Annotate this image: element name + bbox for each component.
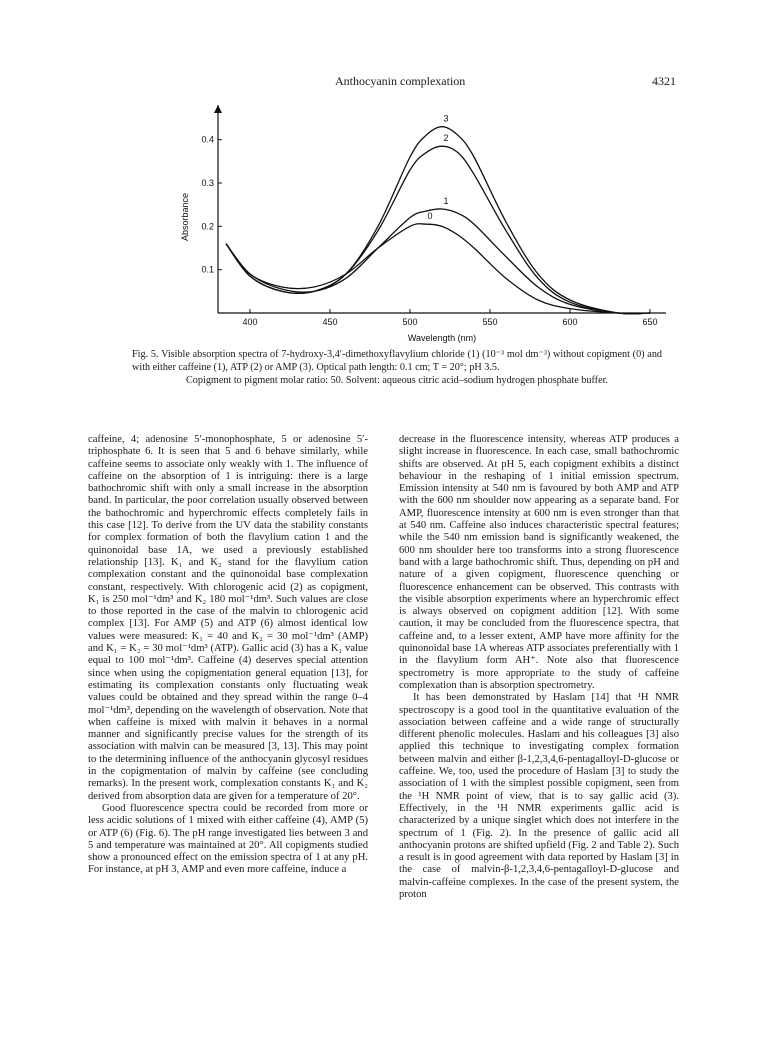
series-label-3: 3 — [443, 113, 449, 124]
series-label-2: 2 — [443, 133, 449, 144]
x-axis-label: Wavelength (nm) — [407, 333, 477, 343]
absorption-spectra-figure — [170, 95, 690, 345]
series-label-1: 1 — [443, 196, 449, 206]
right-text-column — [399, 434, 679, 901]
x-tick-label: 600 — [562, 317, 578, 327]
series-line-3 — [226, 127, 650, 314]
paragraph: Good fluorescence spectra could be recorded from more or less acidic solutions of 1 mixed with either caffeine (4), AMP (5) or ATP (6) (Fig. 6). The pH range investigated lies between 3 and 5 and temperature was maintained at 20°. All copigments studied show a pronounced effect on the emission spectra of 1 at any pH. For instance, at pH 3, AMP and even more caffeine, induce a — [88, 802, 368, 876]
y-tick-label: 0.3 — [201, 178, 214, 188]
caption-line-3: Copigment to pigment molar ratio: 50. Solvent: aqueous citric acid–sodium hydrogen phosphate buffer. — [186, 375, 608, 386]
paragraph: decrease in the fluorescence intensity, whereas ATP produces a slight increase in fluorescence. In each case, small bathochromic shifts are observed. At pH 5, each copigment exhibits a distinct behaviour in the reshaping of 1 initial emission spectrum. Emission intensity at 540 nm is favoured by both AMP and ATP with the 600 nm shoulder now appearing as a separate band. For AMP, fluorescence intensity at 600 nm is even stronger than that at 540 nm. Caffeine also induces characteristic spectral features; while the 540 nm emission band is significantly weakened, the 600 nm shoulder here too transforms into a strong fluorescence band with a large bathochromic shift. Thus, depending on pH and nature of a given copigment, fluorescence quenching or fluorescence enhancement can be observed. This contrasts with the visible absorption experiments where an hyperchromic effect is always observed on copigment addition [12]. With some caution, it may be concluded from the fluorescence spectra, that caffeine and, to a lesser extent, AMP have more affinity for the quinonoidal base 1A whereas ATP associates preferentially with 1 in the flavylium form AH⁺. Note also that fluorescence spectrometry is more appropriate to the study of caffeine complexation than is absorption spectrometry. — [399, 434, 679, 691]
y-axis-arrow — [214, 105, 222, 113]
y-tick-label: 0.1 — [201, 264, 214, 275]
running-title: Anthocyanin complexation — [335, 74, 466, 88]
series-label-0: 0 — [427, 211, 433, 222]
y-axis-label: Absorbance — [180, 192, 190, 242]
y-tick-label: 0.2 — [201, 221, 214, 232]
caption-line-2: copigment (0) and with either caffeine (1), ATP (2) or AMP (3). Optical path length: 0.1 cm; T = 20°; pH 3.5. — [132, 349, 663, 373]
y-tick-label: 0.4 — [201, 134, 214, 145]
figure-caption — [132, 348, 662, 387]
paragraph: It has been demonstrated by Haslam [14] that ¹H NMR spectroscopy is a good tool in the quantitative evaluation of the association between caffeine and a wide range of structurally different phenolic molecules. Haslam and his colleagues [3] also applied this technique to investigating complex formation between malvin and either β-1,2,3,4,6-pentagalloyl-D-glucose or caffeine. We, too, used the procedure of Haslam [3] to study the association of 1 with the simplest possible copigment, seen from the ¹H NMR point of view, that is to say gallic acid (3). Effectively, in the ¹H NMR experiments gallic acid is characterized by a unique singlet which does not interfere in the spectrum of 1 (Fig. 2). In the presence of gallic acid all anthocyanin protons are shifted upfield (Fig. 2 and Table 2). Such a result is in good agreement with data reported by Haslam [3] in the case of malvin-β-1,2,3,4,6-pentagalloyl-D-glucose and malvin-caffeine complexes. In the case of the present system, the proton — [399, 692, 679, 900]
page-number: 4321 — [652, 74, 676, 88]
caption-line-1: Fig. 5. Visible absorption spectra of 7-hydroxy-3,4′-dimethoxyflavylium chloride (1) (10⁻³ mol dm⁻³) without — [132, 349, 585, 360]
left-text-column — [88, 434, 368, 877]
paragraph: caffeine, 4; adenosine 5′-monophosphate, 5 or adenosine 5′-triphosphate 6. It is seen that 5 and 6 behave similarly, while caffeine seems to associate only weakly with 1. The influence of caffeine on the absorption of 1 is intriguing: there is a large bathochromic shift with only a small increase in the absorption band. In particular, the poor correlation usually observed between the bathochromic and hyperchromic effects completely fails in this case [12]. To derive from the UV data the stability constants for complex formation of both the flavylium cation 1 and the quinonoidal base 1A, we used a previously established relationship [13]. K₁ and K₂ stand for the flavylium cation complexation constant and the quinonoidal base complexation constant, respectively. With chlorogenic acid (2) as copigment, K₁ is 250 mol⁻¹dm³ and K₂ 180 mol⁻¹dm³. Such values are close to those reported in the case of the malvin to chlorogenic acid complex [13]. For AMP (5) and ATP (6) almost identical low values were measured: K₁ = 40 and K₂ = 30 mol⁻¹dm³ (AMP) and K₁ = K₂ = 30 mol⁻¹dm³ (ATP). Gallic acid (3) has a K₁ value equal to 100 mol⁻¹dm³. Caffeine (4) deserves special attention since when using the copigmentation general equation [13], for estimating its complexation constants only fluctuating weak values could be obtained and they spread within the range 0–4 mol⁻¹dm³, depending on the wavelength of observation. Note that when caffeine is mixed with malvin it behaves in a normal manner and significantly precise values for the strength of its association with malvin can be measured [3, 13]. This may point to the determining influence of the anthocyanin glycosyl residues in the copigmentation of malvin by caffeine (see concluding remarks). In the present work, complexation constants K₁ and K₂ derived from absorption data are given for a temperature of 20°. — [88, 434, 368, 802]
x-tick-label: 650 — [642, 317, 658, 327]
page-header — [0, 74, 768, 94]
absorption-chart — [170, 95, 690, 345]
x-tick-label: 550 — [482, 317, 498, 327]
x-tick-label: 500 — [402, 317, 418, 327]
x-tick-label: 400 — [242, 317, 258, 327]
series-line-0 — [226, 224, 650, 314]
x-tick-label: 450 — [322, 317, 338, 327]
